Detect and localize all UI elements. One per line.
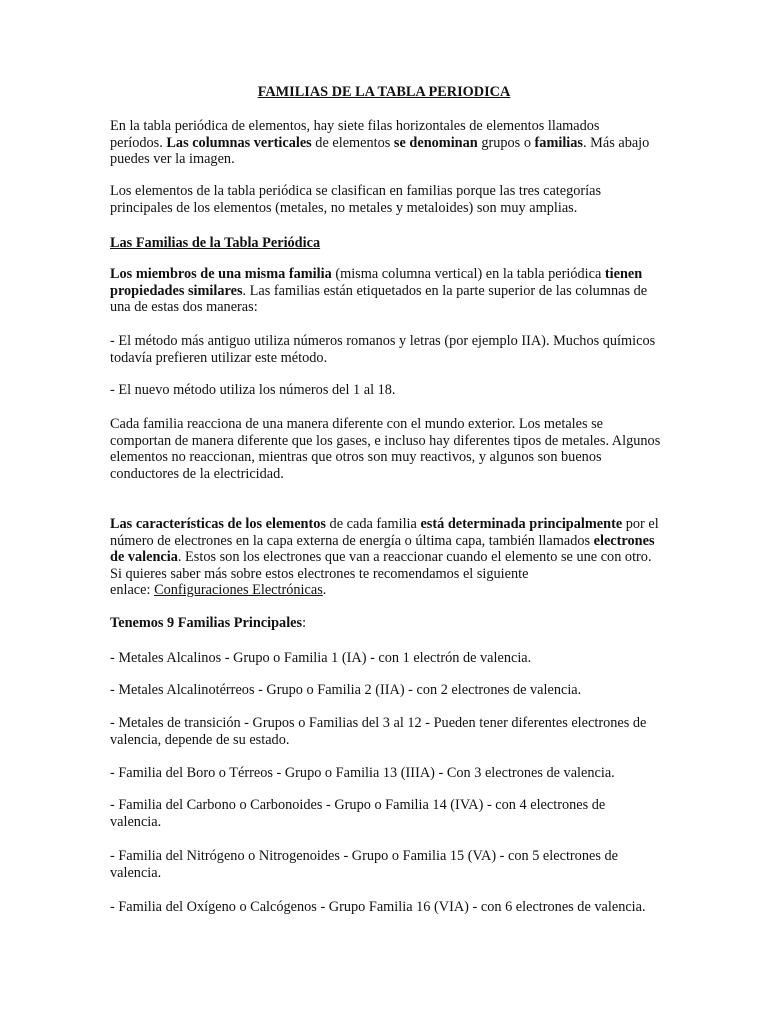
intro-line-3: puedes ver la imagen. [110,151,235,168]
family-item-6: - Familia del Nitrógeno o Nitrogenoides - Grupo o Familia 15 (VA) - con 5 electrones de valencia. [110,848,618,881]
family-item-4: - Familia del Boro o Térreos - Grupo o Familia 13 (IIIA) - Con 3 electrones de valencia. [110,765,615,781]
document-title: FAMILIAS DE LA TABLA PERIODICA [257,84,511,100]
family-item-7: - Familia del Oxígeno o Calcógenos - Grupo Familia 16 (VIA) - con 6 electrones de valencia. [110,899,646,915]
intro-paragraph [110,118,670,168]
classification-paragraph: Los elementos de la tabla periódica se clasifican en familias porque las tres categorías principales de los elementos (metales, no metales y metaloides) son muy amplias. [110,183,602,216]
family-item-5: - Familia del Carbono o Carbonoides - Grupo o Familia 14 (IVA) - con 4 electrones de valencia. [110,797,606,830]
reaction-paragraph: Cada familia reacciona de una manera diferente con el mundo exterior. Los metales se comportan de manera diferente que los gases, e incluso hay diferentes tipos de metales. Algunos elementos no reaccionan, mientras que otros son muy reactivos, y algunos son buenos conductores de la electricidad. [110,416,661,482]
old-method-paragraph: - El método más antiguo utiliza números romanos y letras (por ejemplo IIA). Muchos químicos todavía prefieren utilizar este método. [110,333,656,366]
section-heading: Las Familias de la Tabla Periódica [110,235,321,251]
family-item-3: - Metales de transición - Grupos o Familias del 3 al 12 - Pueden tener diferentes electrones de valencia, depende de su estado. [110,715,647,748]
intro-line-2: períodos. Las columnas verticales de elementos se denominan grupos o familias. Más abajo [110,134,650,151]
members-paragraph: Los miembros de una misma familia (misma columna vertical) en la tabla periódica tienen propiedades similares. Las familias están etiquetados en la parte superior de las columnas de una de estas dos maneras: [110,266,648,316]
family-item-2: - Metales Alcalinotérreos - Grupo o Familia 2 (IIA) - con 2 electrones de valencia. [110,682,582,698]
family-item-1: - Metales Alcalinos - Grupo o Familia 1 (IA) - con 1 electrón de valencia. [110,650,532,666]
new-method-paragraph: - El nuevo método utiliza los números del 1 al 18. [110,382,396,398]
electron-configurations-link[interactable]: Configuraciones Electrónicas [154,582,323,599]
characteristics-paragraph: Las características de los elementos de cada familia está determinada principalmente por el número de electrones en la capa externa de energía o última capa, también llamados electrones de valencia. Estos son los electrones que van a reaccionar cuando el elemento se une con otro. Si quieres saber más sobre estos electrones te recomendamos el siguiente enlace: Configuraciones Electrónicas. [110,516,659,599]
intro-line-1: En la tabla periódica de elementos, hay siete filas horizontales de elementos llamados [110,118,600,134]
families-heading: Tenemos 9 Familias Principales: [110,615,307,631]
